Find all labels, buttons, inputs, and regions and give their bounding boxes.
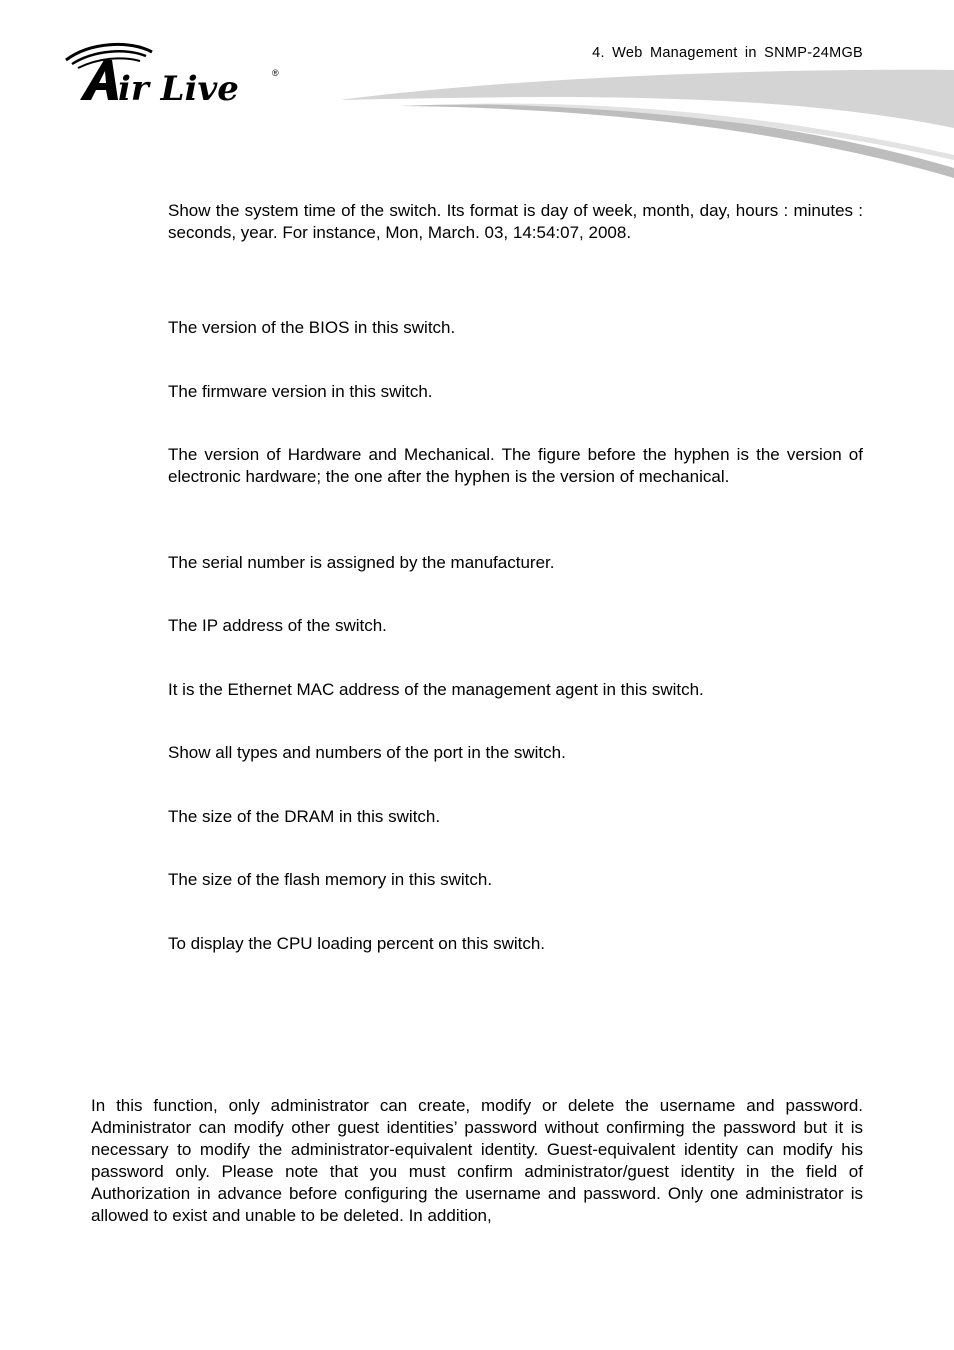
flash-size-description: The size of the flash memory in this switch. [168,870,493,889]
chapter-heading: 4. Web Management in SNMP-24MGB [592,45,863,61]
mac-address-description: It is the Ethernet MAC address of the management agent in this switch. [168,680,704,699]
serial-number-description: The serial number is assigned by the manufacturer. [168,553,555,572]
cpu-load-description: To display the CPU loading percent on this switch. [168,934,546,953]
ports-description: Show all types and numbers of the port in the switch. [168,743,566,762]
firmware-version-description: The firmware version in this switch. [168,382,433,401]
hardware-mechanical-version-description: The version of Hardware and Mechanical. The figure before the hyphen is the version of electronic hardware; the one after the hyphen is the version of mechanical. [168,445,863,486]
bios-version-description: The version of the BIOS in this switch. [168,318,456,337]
logo-registered-mark: ® [272,68,279,78]
dram-size-description: The size of the DRAM in this switch. [168,807,441,826]
system-time-description: Show the system time of the switch. Its format is day of week, month, day, hours : minutes : seconds, year. For instance, Mon, March. 03, 14:54:07, 2008. [168,201,863,242]
ip-address-description: The IP address of the switch. [168,616,387,635]
airlive-logo [60,38,290,110]
header-swoosh-graphic [340,60,954,180]
logo-wordmark: ir Live [118,69,239,109]
account-configuration-paragraph: In this function, only administrator can create, modify or delete the username and password. Administrator can modify other guest identities’ password without confirming the password but it is necessary to modify the administrator-equivalent identity. Guest-equivalent identity can modify his password only. Please note that you must confirm administrator/guest identity in the field of Authorization in advance before configuring the username and password. Only one administrator is allowed to exist and unable to be deleted. In addition, [91,1096,863,1225]
